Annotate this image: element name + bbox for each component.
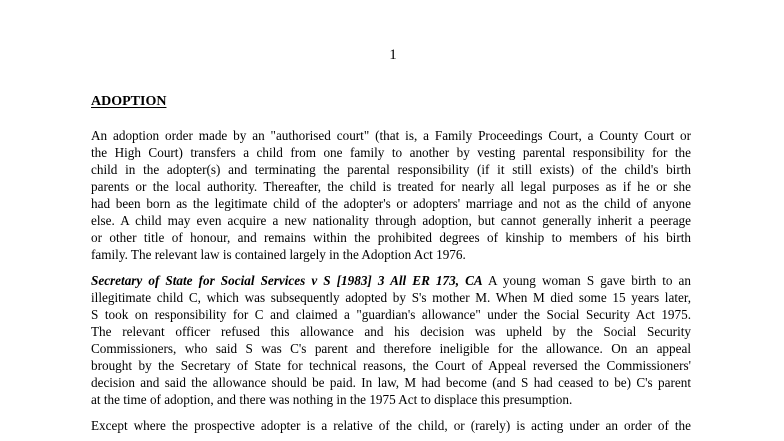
paragraph-line: illegitimate child C, which was subsequently adopted by S's mother M. When M died some 15 years later,	[91, 290, 691, 305]
paragraph-line: S took on responsibility for C and claimed a "guardian's allowance" under the Social Security Act 1975.	[91, 307, 691, 322]
paragraph-line: the High Court) transfers a child from one family to another by vesting parental responsibility for the	[91, 145, 691, 160]
paragraph-line: child in the adopter(s) and terminating the parental responsibility (if it still exists) of the child's birth	[91, 162, 691, 177]
paragraph-line: brought by the Secretary of State for technical reasons, the Court of Appeal reversed the Commissioners'	[91, 358, 691, 373]
case-citation: Secretary of State for Social Services v S [1983] 3 All ER 173, CA	[91, 273, 483, 288]
page-number: 1	[389, 47, 397, 63]
paragraph-line: decision and said the allowance should be paid. In law, M had become (and S had ceased to be) C's parent	[91, 375, 691, 390]
paragraph-line: Commissioners, who said S was C's parent and therefore ineligible for the allowance. On an appeal	[91, 341, 691, 356]
paragraph-line: or other title of honour, and remains within the prohibited degrees of kinship to members of his birth	[91, 230, 691, 245]
paragraph-exception	[91, 417, 691, 434]
paragraph-line: The relevant officer refused this allowance and his decision was upheld by the Social Security	[91, 324, 691, 339]
paragraph-line: at the time of adoption, and there was nothing in the 1975 Act to displace this presumption.	[91, 392, 573, 407]
paragraph-line: Except where the prospective adopter is a relative of the child, or (rarely) is acting under an order of the	[91, 418, 691, 433]
paragraph-line: else. A child may even acquire a new nationality through adoption, but cannot generally inherit a peerage	[91, 213, 691, 228]
paragraph-case	[91, 272, 691, 408]
paragraph-introduction	[91, 127, 691, 263]
case-first-line	[91, 272, 691, 289]
paragraph-line: had been born as the legitimate child of the adopter's or adopters' marriage and not as the child of anyone	[91, 196, 691, 211]
paragraph-line: parents or the local authority. Thereafter, the child is treated for nearly all legal purposes as if he or she	[91, 179, 691, 194]
paragraph-line: An adoption order made by an "authorised court" (that is, a Family Proceedings Court, a County Court or	[91, 128, 691, 143]
section-heading: ADOPTION	[91, 94, 167, 109]
case-first-line-text: A young woman S gave birth to an	[482, 273, 691, 288]
paragraph-line: family. The relevant law is contained largely in the Adoption Act 1976.	[91, 247, 466, 262]
